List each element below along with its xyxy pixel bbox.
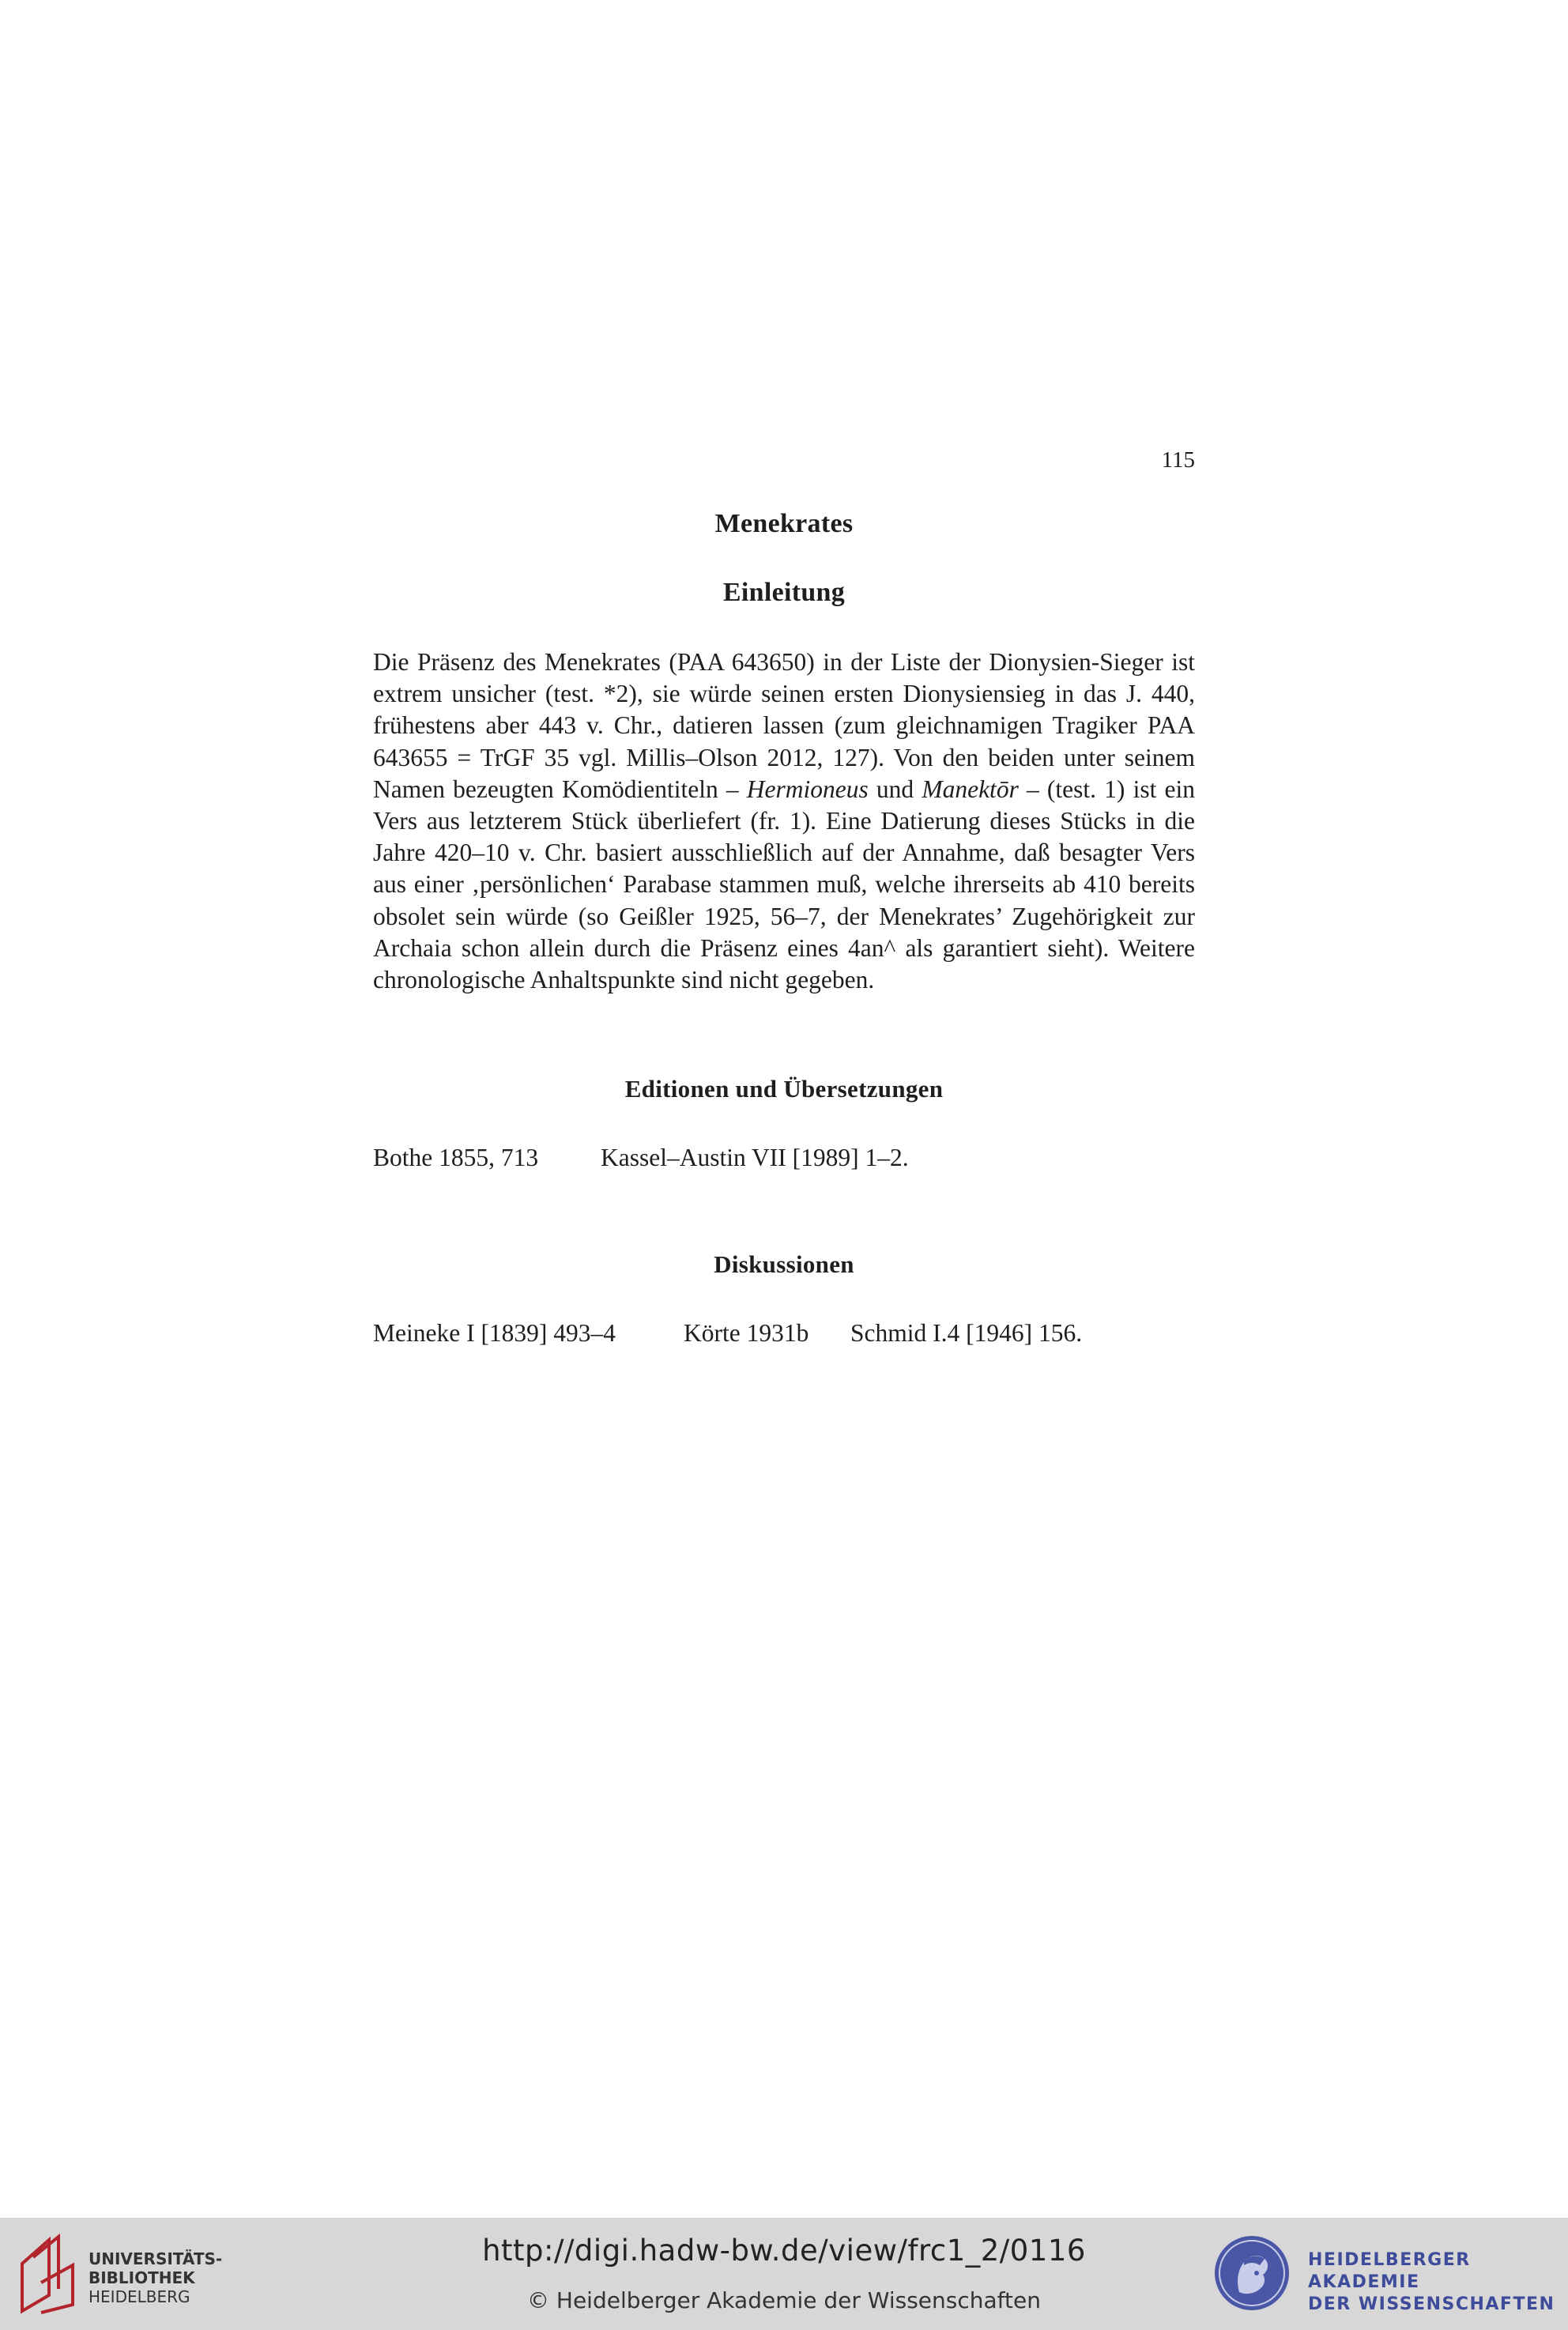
discussions-list: [373, 1319, 1195, 1348]
play-title: Hermioneus: [746, 775, 869, 803]
author-heading: Menekrates: [714, 509, 854, 538]
play-title: Manektōr: [922, 775, 1019, 803]
intro-text: und: [868, 775, 922, 803]
footer-url[interactable]: http://digi.hadw-bw.de/view/frc1_2/0116: [482, 2234, 1086, 2268]
intro-heading: Einleitung: [722, 578, 846, 607]
editions-list: [373, 1144, 1195, 1172]
discussion-ref: Körte 1931b: [684, 1319, 809, 1347]
intro-text: Die Präsenz des Menekrates (PAA 643650) in der Liste der Dionysien-Sieger ist extrem unsicher (test. *2), sie würde seinen ersten Dionysiensieg in das J. 440, frühestens aber 443 v. Chr., datieren lassen (zum gleichnamigen Tragiker PAA 643655 = TrGF 35 vgl. Millis–Olson 2012, 127). Von den beiden unter seinem Namen bezeugten Komödientiteln –: [373, 648, 1195, 803]
hadw-name: [1308, 2249, 1568, 2316]
edition-ref: Bothe 1855, 713: [373, 1144, 539, 1171]
ub-line: HEIDELBERG: [89, 2287, 190, 2306]
intro-text: – (test. 1) ist ein Vers aus letzterem Stück überliefert (fr. 1). Eine Datierung dieses Stücks in die Jahre 420–10 v. Chr. basiert ausschließlich auf der Annahme, daß besagter Vers aus einer ‚persönlichen‘ Parabase stammen muß, welche ihrerseits ab 410 bereits obsolet sein würde (so Geißler 1925, 56–7, der Menekrates’ Zugehörigkeit zur Archaia schon allein durch die Präsenz eines 4an^ als garantiert sieht). Weitere chronologische Anhaltspunkte sind nicht gegeben.: [373, 775, 1196, 994]
footer-copyright: © Heidelberger Akademie der Wissenschaften: [526, 2287, 1041, 2313]
page-number: 115: [1161, 447, 1195, 473]
athena-seal-icon: [1212, 2234, 1291, 2313]
ub-line: BIBLIOTHEK: [89, 2268, 195, 2287]
intro-paragraph: [373, 647, 1195, 996]
hadw-line: DER WISSENSCHAFTEN: [1308, 2294, 1555, 2314]
hadw-line: HEIDELBERGER AKADEMIE: [1308, 2250, 1471, 2292]
editions-heading: Editionen und Übersetzungen: [624, 1075, 944, 1103]
ub-line: UNIVERSITÄTS-: [89, 2249, 223, 2268]
discussion-ref: Meineke I [1839] 493–4: [373, 1319, 616, 1347]
discussions-heading: Diskussionen: [714, 1250, 854, 1278]
footer-bar: [0, 2218, 1568, 2330]
discussion-ref: Schmid I.4 [1946] 156.: [850, 1319, 1083, 1347]
edition-ref: Kassel–Austin VII [1989] 1–2.: [601, 1144, 909, 1171]
